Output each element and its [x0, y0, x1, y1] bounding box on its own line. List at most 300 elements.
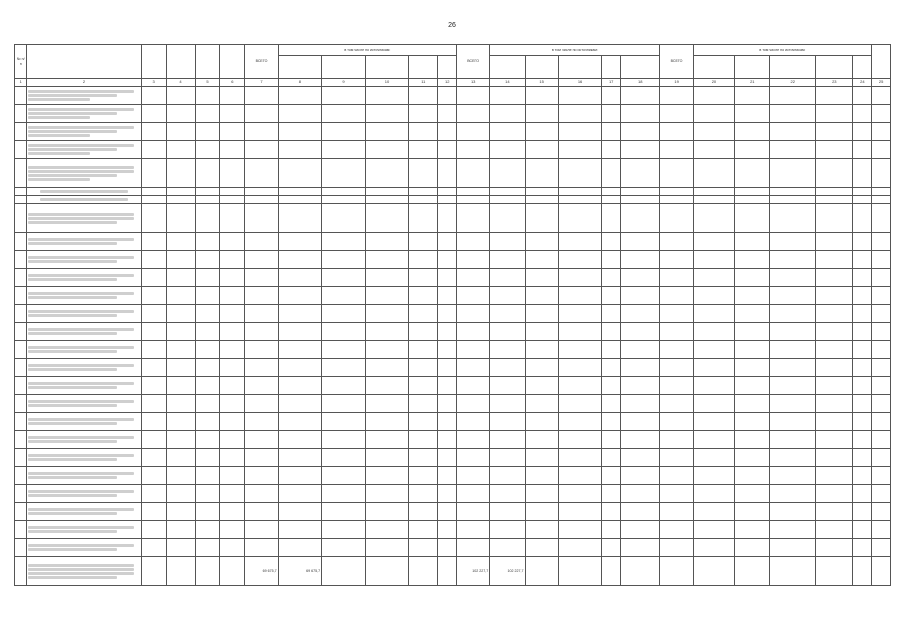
col-number: 8 — [278, 79, 322, 87]
cell — [195, 521, 220, 539]
cell — [853, 204, 872, 233]
cell — [278, 395, 322, 413]
cell — [245, 141, 278, 159]
cell — [770, 204, 816, 233]
cell — [457, 204, 490, 233]
cell — [245, 467, 278, 485]
cell — [735, 204, 770, 233]
cell — [409, 359, 438, 377]
cell — [853, 413, 872, 431]
cell — [245, 395, 278, 413]
cell — [525, 503, 558, 521]
cell — [490, 204, 525, 233]
cell — [220, 521, 245, 539]
cell — [438, 503, 457, 521]
cell — [245, 359, 278, 377]
col-number: 15 — [525, 79, 558, 87]
cell — [15, 196, 27, 204]
cell — [220, 123, 245, 141]
cell — [409, 467, 438, 485]
cell — [816, 269, 853, 287]
cell — [558, 105, 602, 123]
cell — [490, 159, 525, 188]
cell — [816, 341, 853, 359]
object-name-cell — [27, 413, 141, 431]
cell — [660, 287, 693, 305]
cell — [621, 123, 660, 141]
cell — [872, 359, 891, 377]
cell — [365, 159, 409, 188]
cell — [735, 521, 770, 539]
cell — [558, 539, 602, 557]
cell — [195, 87, 220, 105]
cell — [322, 539, 366, 557]
cell — [438, 359, 457, 377]
object-name-cell — [27, 105, 141, 123]
cell — [220, 188, 245, 196]
cell — [770, 539, 816, 557]
cell — [735, 141, 770, 159]
cell — [525, 431, 558, 449]
cell — [735, 159, 770, 188]
table-row — [15, 539, 891, 557]
cell — [558, 123, 602, 141]
cell — [816, 377, 853, 395]
cell — [660, 323, 693, 341]
cell — [490, 395, 525, 413]
cell — [278, 269, 322, 287]
cell — [816, 557, 853, 586]
cell — [693, 467, 735, 485]
cell — [166, 323, 195, 341]
cell — [853, 557, 872, 586]
col-header-13: ВСЕГО — [457, 45, 490, 79]
cell — [816, 503, 853, 521]
col-header-2 — [27, 45, 141, 79]
row-number — [15, 105, 27, 123]
cell — [525, 204, 558, 233]
cell — [853, 521, 872, 539]
cell — [558, 431, 602, 449]
cell — [220, 539, 245, 557]
col-number: 23 — [816, 79, 853, 87]
cell — [195, 377, 220, 395]
page-number: 26 — [448, 22, 456, 29]
cell — [195, 467, 220, 485]
cell — [693, 159, 735, 188]
cell — [166, 449, 195, 467]
object-name-cell — [27, 123, 141, 141]
cell — [220, 233, 245, 251]
col-header-1: № п/п — [15, 45, 27, 79]
cell — [525, 251, 558, 269]
cell — [693, 204, 735, 233]
table-row — [15, 503, 891, 521]
table-row — [15, 141, 891, 159]
object-name-cell — [27, 341, 141, 359]
cell — [816, 188, 853, 196]
cell — [816, 413, 853, 431]
cell — [220, 431, 245, 449]
cell — [490, 105, 525, 123]
cell — [409, 521, 438, 539]
header-group-row — [15, 45, 891, 56]
cell — [525, 485, 558, 503]
cell — [220, 141, 245, 159]
cell — [558, 395, 602, 413]
cell — [195, 557, 220, 586]
cell — [770, 413, 816, 431]
cell — [365, 141, 409, 159]
cell — [409, 287, 438, 305]
col-header-21 — [735, 56, 770, 79]
cell — [220, 196, 245, 204]
row-number — [15, 431, 27, 449]
cell — [660, 196, 693, 204]
object-name-cell — [27, 359, 141, 377]
cell — [365, 105, 409, 123]
cell — [141, 287, 166, 305]
cell — [141, 467, 166, 485]
col-header-6 — [220, 45, 245, 79]
cell — [457, 503, 490, 521]
cell — [693, 188, 735, 196]
total-cell: 102 227,7 — [490, 557, 525, 586]
cell — [872, 539, 891, 557]
col-header-7: ВСЕГО — [245, 45, 278, 79]
cell — [853, 377, 872, 395]
total-cell: 69 675,7 — [278, 557, 322, 586]
cell — [166, 251, 195, 269]
cell — [558, 557, 602, 586]
cell — [245, 123, 278, 141]
cell — [602, 105, 621, 123]
cell — [693, 87, 735, 105]
cell — [872, 413, 891, 431]
cell — [438, 413, 457, 431]
cell — [602, 503, 621, 521]
cell — [490, 141, 525, 159]
cell — [872, 204, 891, 233]
object-name-cell — [27, 269, 141, 287]
cell — [816, 305, 853, 323]
cell — [278, 188, 322, 196]
cell — [278, 539, 322, 557]
cell — [438, 557, 457, 586]
cell — [660, 467, 693, 485]
cell — [872, 467, 891, 485]
cell — [220, 395, 245, 413]
cell — [245, 196, 278, 204]
cell — [195, 269, 220, 287]
cell — [322, 431, 366, 449]
cell — [220, 269, 245, 287]
cell — [770, 521, 816, 539]
cell — [166, 539, 195, 557]
cell — [166, 196, 195, 204]
row-number — [15, 359, 27, 377]
cell — [141, 485, 166, 503]
cell — [141, 359, 166, 377]
cell — [525, 196, 558, 204]
subtotal-row — [15, 159, 891, 188]
cell — [409, 413, 438, 431]
cell — [278, 287, 322, 305]
cell — [872, 557, 891, 586]
cell — [438, 251, 457, 269]
cell — [621, 233, 660, 251]
cell — [770, 377, 816, 395]
object-name-cell — [27, 323, 141, 341]
cell — [525, 105, 558, 123]
object-name-cell — [27, 377, 141, 395]
cell — [365, 123, 409, 141]
cell — [602, 395, 621, 413]
cell — [490, 503, 525, 521]
cell — [166, 485, 195, 503]
cell — [853, 431, 872, 449]
cell — [245, 377, 278, 395]
cell — [660, 188, 693, 196]
cell — [816, 431, 853, 449]
cell — [245, 503, 278, 521]
object-name-cell — [27, 431, 141, 449]
cell — [602, 539, 621, 557]
cell — [853, 123, 872, 141]
cell — [853, 503, 872, 521]
cell — [735, 413, 770, 431]
cell — [693, 521, 735, 539]
cell — [872, 269, 891, 287]
cell — [660, 521, 693, 539]
object-name-cell — [27, 539, 141, 557]
cell — [816, 196, 853, 204]
row-number — [15, 341, 27, 359]
cell — [525, 141, 558, 159]
cell — [558, 323, 602, 341]
cell — [409, 395, 438, 413]
col-header-25 — [872, 45, 891, 79]
row-number — [15, 323, 27, 341]
cell — [693, 413, 735, 431]
cell — [770, 188, 816, 196]
cell — [278, 204, 322, 233]
cell — [166, 395, 195, 413]
col-header-15 — [525, 56, 558, 79]
row-number — [15, 377, 27, 395]
cell — [166, 377, 195, 395]
cell — [195, 251, 220, 269]
cell — [693, 539, 735, 557]
cell — [816, 123, 853, 141]
cell — [278, 449, 322, 467]
cell — [735, 431, 770, 449]
col-number: 2 — [27, 79, 141, 87]
cell — [457, 196, 490, 204]
cell — [770, 233, 816, 251]
cell — [872, 87, 891, 105]
cell — [735, 269, 770, 287]
cell — [816, 323, 853, 341]
cell — [365, 557, 409, 586]
cell — [558, 521, 602, 539]
object-name-cell — [27, 521, 141, 539]
total-cell: 102 227,7 — [457, 557, 490, 586]
cell — [525, 188, 558, 196]
cell — [693, 449, 735, 467]
cell — [602, 196, 621, 204]
cell — [602, 413, 621, 431]
table-row — [15, 359, 891, 377]
total-row — [15, 557, 891, 586]
subtotal-row — [15, 196, 891, 204]
cell — [322, 269, 366, 287]
col-number: 25 — [872, 79, 891, 87]
object-name-cell — [27, 141, 141, 159]
cell — [365, 341, 409, 359]
cell — [15, 557, 27, 586]
col-header-17 — [602, 56, 621, 79]
cell — [457, 539, 490, 557]
cell — [490, 269, 525, 287]
total-cell: 69 675,7 — [245, 557, 278, 586]
cell — [220, 87, 245, 105]
cell — [322, 233, 366, 251]
cell — [770, 87, 816, 105]
cell — [166, 557, 195, 586]
cell — [141, 377, 166, 395]
cell — [409, 377, 438, 395]
cell — [15, 204, 27, 233]
cell — [602, 287, 621, 305]
cell — [365, 287, 409, 305]
cell — [853, 485, 872, 503]
cell — [409, 87, 438, 105]
cell — [693, 395, 735, 413]
cell — [365, 449, 409, 467]
cell — [621, 196, 660, 204]
table-row — [15, 395, 891, 413]
cell — [693, 269, 735, 287]
cell — [438, 323, 457, 341]
cell — [558, 341, 602, 359]
cell — [365, 323, 409, 341]
cell — [816, 395, 853, 413]
cell — [525, 413, 558, 431]
cell — [409, 188, 438, 196]
cell — [816, 87, 853, 105]
cell — [322, 141, 366, 159]
cell — [558, 377, 602, 395]
cell — [457, 188, 490, 196]
table-row — [15, 377, 891, 395]
col-header-14 — [490, 56, 525, 79]
cell — [602, 377, 621, 395]
row-number — [15, 521, 27, 539]
cell — [141, 251, 166, 269]
cell — [558, 159, 602, 188]
cell — [853, 188, 872, 196]
cell — [853, 323, 872, 341]
table-row — [15, 323, 891, 341]
cell — [602, 233, 621, 251]
cell — [409, 305, 438, 323]
col-number: 11 — [409, 79, 438, 87]
cell — [166, 87, 195, 105]
cell — [735, 485, 770, 503]
cell — [457, 233, 490, 251]
cell — [141, 431, 166, 449]
cell — [816, 204, 853, 233]
row-number — [15, 539, 27, 557]
cell — [853, 269, 872, 287]
cell — [525, 323, 558, 341]
cell — [770, 467, 816, 485]
cell — [853, 105, 872, 123]
cell — [195, 233, 220, 251]
row-number — [15, 503, 27, 521]
cell — [195, 359, 220, 377]
cell — [770, 287, 816, 305]
cell — [693, 105, 735, 123]
cell — [141, 395, 166, 413]
cell — [409, 503, 438, 521]
cell — [770, 123, 816, 141]
cell — [322, 87, 366, 105]
cell — [490, 431, 525, 449]
cell — [278, 485, 322, 503]
cell — [457, 413, 490, 431]
cell — [438, 87, 457, 105]
object-name-cell — [27, 287, 141, 305]
cell — [278, 123, 322, 141]
cell — [490, 539, 525, 557]
cell — [457, 87, 490, 105]
cell — [322, 503, 366, 521]
cell — [621, 287, 660, 305]
cell — [602, 188, 621, 196]
cell — [490, 377, 525, 395]
cell — [220, 305, 245, 323]
cell — [365, 377, 409, 395]
cell — [853, 287, 872, 305]
cell — [141, 196, 166, 204]
cell — [322, 105, 366, 123]
cell — [816, 287, 853, 305]
cell — [693, 323, 735, 341]
cell — [457, 105, 490, 123]
cell — [141, 141, 166, 159]
cell — [438, 305, 457, 323]
cell — [322, 413, 366, 431]
cell — [660, 341, 693, 359]
cell — [322, 359, 366, 377]
object-name-cell — [27, 467, 141, 485]
cell — [490, 485, 525, 503]
cell — [141, 105, 166, 123]
cell — [602, 485, 621, 503]
col-number: 5 — [195, 79, 220, 87]
table-row — [15, 123, 891, 141]
cell — [770, 105, 816, 123]
cell — [141, 269, 166, 287]
cell — [245, 105, 278, 123]
col-number: 7 — [245, 79, 278, 87]
cell — [525, 287, 558, 305]
col-number: 21 — [735, 79, 770, 87]
cell — [195, 413, 220, 431]
cell — [693, 233, 735, 251]
